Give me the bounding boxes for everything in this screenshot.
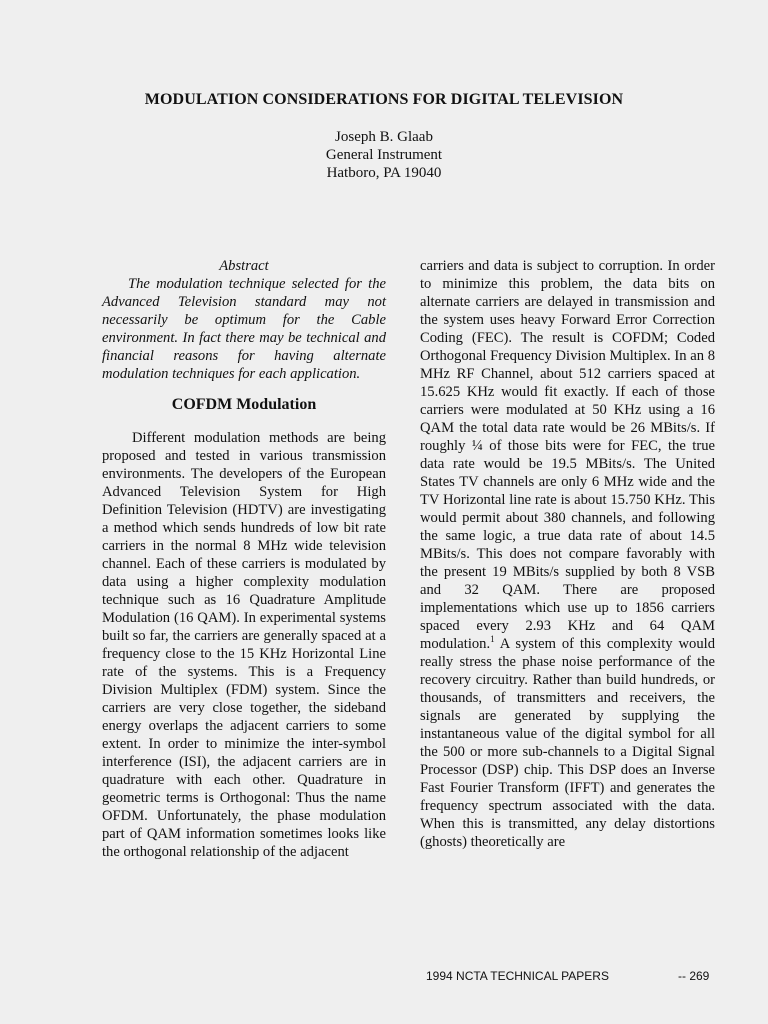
abstract-heading: Abstract bbox=[219, 258, 269, 274]
body-paragraph-right bbox=[420, 257, 715, 851]
author-name: Joseph B. Glaab bbox=[335, 129, 433, 145]
body-text-part-a: carriers and data is subject to corruption. In order to minimize this problem, the data bits on alternate carriers are delayed in transmission and the system uses heavy Forward Error Correction Coding (FEC). The result is COFDM; Coded Orthogonal Frequency Division Multiplex. In an 8 MHz RF Channel, about 512 carriers spaced at 15.625 KHz would fit exactly. If each of those carriers were modulated at 50 KHz using a 16 QAM the total data rate would be 26 MBits/s. If roughly ¼ of those bits were for FEC, the true data rate would be 19.5 MBits/s. The United States TV channels are only 6 MHz wide and the TV Horizontal line rate is about 15.750 KHz. This would permit about 380 channels, and following the same logic, a true data rate of about 14.5 MBits/s. This does not compare favorably with the present 19 MBits/s supplied by both 8 VSB and 32 QAM. There are proposed implementations which use up to 1856 carriers spaced every 2.93 KHz and 64 QAM modulation. bbox=[420, 258, 715, 652]
author-affiliation: General Instrument bbox=[325, 147, 443, 163]
left-column bbox=[102, 257, 386, 861]
body-paragraph-left: Different modulation methods are being proposed and tested in various transmission environments. The developers of the European Advanced Television System for High Definition Television (HDTV) are investigating a method which sends hundreds of low bit rate carriers in the normal 8 MHz wide television channel. Each of these carriers is modulated by data using a higher complexity modulation technique such as 16 Quadrature Amplitude Modulation (16 QAM). In experimental systems built so far, the carriers are generally spaced at a frequency close to the 15 KHz Horizontal Line rate of the systems. This is a Frequency Division Multiplex (FDM) system. Since the carriers are very close together, the sideband energy overlaps the adjacent carriers to some extent. In order to minimize the inter-symbol interference (ISI), the adjacent carriers are in quadrature with each other. Quadrature in geometric terms is Orthogonal: Thus the name OFDM. Unfortunately, the phase modulation part of QAM information sometimes looks like the orthogonal relationship of the adjacent bbox=[102, 430, 386, 860]
author-block bbox=[0, 128, 768, 182]
author-location: Hatboro, PA 19040 bbox=[326, 165, 442, 181]
section-heading: COFDM Modulation bbox=[171, 396, 317, 413]
page-number: -- 269 bbox=[678, 969, 710, 983]
right-column bbox=[420, 257, 715, 851]
footnote-marker: 1 bbox=[490, 634, 495, 645]
publication-footer: 1994 NCTA TECHNICAL PAPERS bbox=[426, 969, 609, 983]
body-text-part-b: A system of this complexity would really stress the phase noise performance of the recovery circuitry. Rather than build hundreds, or thousands, of transmitters and receivers, the signals are generated by supplying the instantaneous value of the digital symbol for all the 500 or more sub-channels to a Digital Signal Processor (DSP) chip. This DSP does an Inverse Fast Fourier Transform (IFFT) and generates the frequency spectrum associated with the data. When this is transmitted, any delay distortions (ghosts) theoretically are bbox=[420, 636, 715, 850]
abstract-text: The modulation technique selected for the Advanced Television standard may not necessarily be optimum for the Cable environment. In fact there may be technical and financial reasons for having alternate modulation techniques for each application. bbox=[102, 276, 386, 382]
paper-title: MODULATION CONSIDERATIONS FOR DIGITAL TELEVISION bbox=[144, 91, 624, 108]
